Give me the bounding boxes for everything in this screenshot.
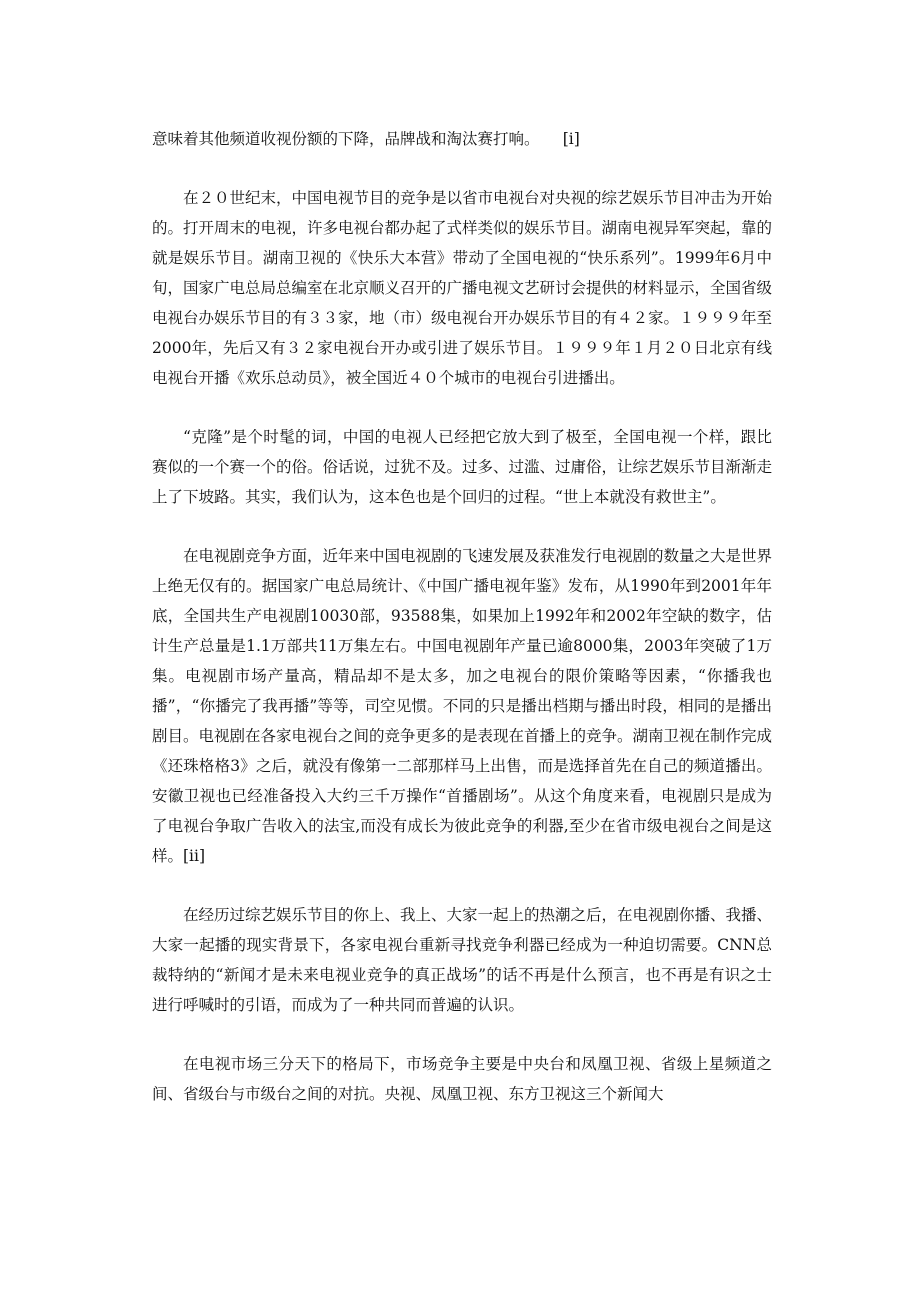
paragraph-5: 在经历过综艺娱乐节目的你上、我上、大家一起上的热潮之后，在电视剧你播、我播、大家一起播的现实背景下，各家电视台重新寻找竞争利器已经成为一种迫切需要。CNN总裁特纳的“新闻才是未来电视业竞争的真正战场”的话不再是什么预言，也不再是有识之士进行呼喊时的引语，而成为了一种共同而普遍的认识。 (152, 906, 773, 1014)
paragraph-6: 在电视市场三分天下的格局下，市场竞争主要是中央台和凤凰卫视、省级上星频道之间、省级台与市级台之间的对抗。央视、凤凰卫视、东方卫视这三个新闻大 (152, 1055, 772, 1103)
paragraph-1: 意味着其他频道收视份额的下降，品牌战和淘汰赛打响。 [i] (152, 130, 580, 148)
paragraph-2: 在２０世纪末，中国电视节目的竞争是以省市电视台对央视的综艺娱乐节目冲击为开始的。打开周末的电视，许多电视台都办起了式样类似的娱乐节目。湖南电视异军突起，靠的就是娱乐节目。湖南卫视的《快乐大本营》带动了全国电视的“快乐系列”。1999年6月中旬，国家广电总局总编室在北京顺义召开的广播电视文艺研讨会提供的材料显示，全国省级电视台办娱乐节目的有３３家，地（市）级电视台开办娱乐节目的有４２家。１９９９年至2000年，先后又有３２家电视台开办或引进了娱乐节目。１９９９年１月２０日北京有线电视台开播《欢乐总动员》，被全国近４０个城市的电视台引进播出。 (152, 189, 773, 387)
document-body (152, 124, 772, 1138)
paragraph-3: “克隆”是个时髦的词，中国的电视人已经把它放大到了极至，全国电视一个样，跟比赛似的一个赛一个的俗。俗话说，过犹不及。过多、过滥、过庸俗，让综艺娱乐节目渐渐走上了下坡路。其实，我们认为，这本色也是个回归的过程。“世上本就没有救世主”。 (152, 428, 773, 506)
paragraph-4: 在电视剧竞争方面，近年来中国电视剧的飞速发展及获准发行电视剧的数量之大是世界上绝无仅有的。据国家广电总局统计、《中国广播电视年鉴》发布，从1990年到2001年年底，全国共生产电视剧10030部，93588集，如果加上1992年和2002年空缺的数字，估计生产总量是1.1万部共11万集左右。中国电视剧年产量已逾8000集，2003年突破了1万集。电视剧市场产量高，精品却不是太多，加之电视台的限价策略等因素，“你播我也播”，“你播完了我再播”等等，司空见惯。不同的只是播出档期与播出时段，相同的是播出剧目。电视剧在各家电视台之间的竞争更多的是表现在首播上的竞争。湖南卫视在制作完成《还珠格格3》之后，就没有像第一二部那样马上出售，而是选择首先在自己的频道播出。安徽卫视也已经准备投入大约三千万操作“首播剧场”。从这个角度来看，电视剧只是成为了电视台争取广告收入的法宝,而没有成长为彼此竞争的利器,至少在省市级电视台之间是这样。[ii] (152, 547, 773, 865)
